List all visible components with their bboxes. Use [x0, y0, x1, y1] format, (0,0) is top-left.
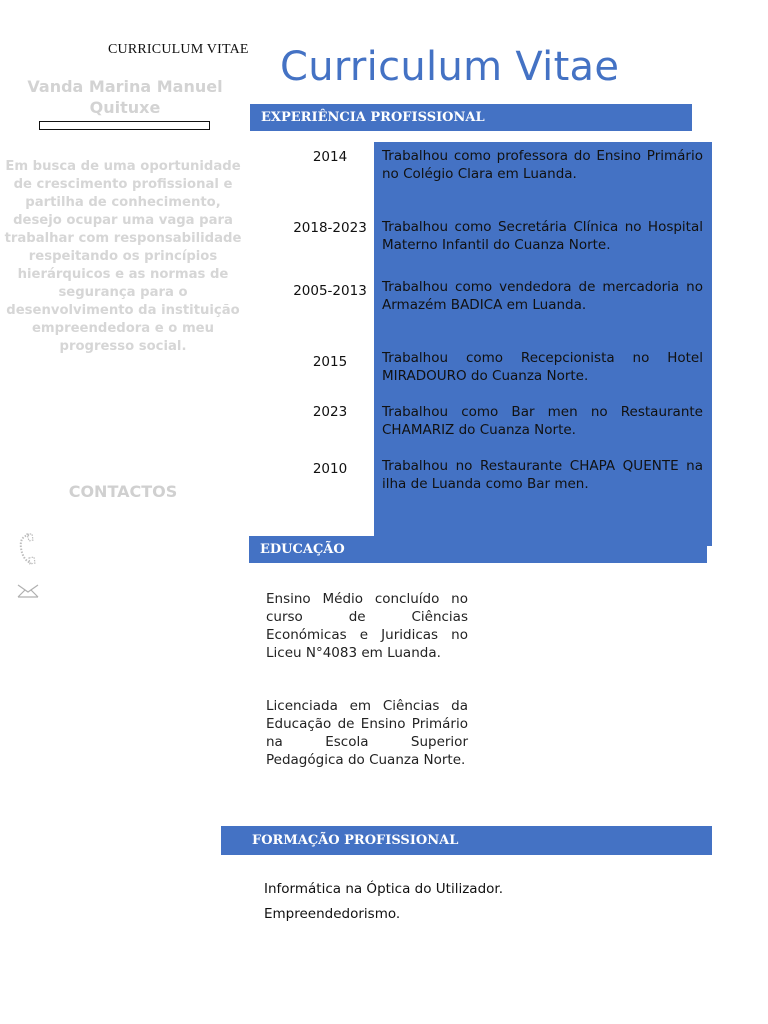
mail-icon — [16, 582, 40, 600]
name-underline-box — [39, 121, 210, 130]
experience-description: Trabalhou como professora do Ensino Primário no Colégio Clara em Luanda. — [382, 148, 703, 182]
page-title: Curriculum Vitae — [280, 44, 620, 90]
education-section-header: EDUCAÇÃO — [249, 536, 707, 563]
experience-section-header: EXPERIÊNCIA PROFISSIONAL — [250, 104, 692, 131]
experience-description: Trabalhou como Bar men no Restaurante CHAMARIZ do Cuanza Norte. — [382, 404, 703, 438]
experience-description: Trabalhou como Secretária Clínica no Hospital Materno Infantil do Cuanza Norte. — [382, 219, 703, 253]
experience-description: Trabalhou como Recepcionista no Hotel MIRADOURO do Cuanza Norte. — [382, 350, 703, 384]
training-item: Informática na Óptica do Utilizador. — [264, 881, 503, 897]
experience-year: 2018-2023 — [293, 220, 367, 236]
header-small-title: CURRICULUM VITAE — [108, 42, 249, 57]
experience-description: Trabalhou no Restaurante CHAPA QUENTE na ilha de Luanda como Bar men. — [382, 458, 703, 492]
experience-description: Trabalhou como vendedora de mercadoria no Armazém BADICA em Luanda. — [382, 279, 703, 313]
experience-year: 2015 — [312, 354, 348, 370]
education-item: Ensino Médio concluído no curso de Ciências Económicas e Juridicas no Liceu N°4083 em Luanda. — [266, 591, 468, 661]
career-objective: Em busca de uma oportunidade de crescimento profissional e partilha de conhecimento, desejo ocupar uma vaga para trabalhar com responsabilidade respeitando os princípios hierárquicos e as normas de segurança para o desenvolvimento da instituição empreendedora e o meu progresso social. — [4, 159, 242, 354]
training-item: Empreendedorismo. — [264, 906, 401, 922]
education-item: Licenciada em Ciências da Educação de Ensino Primário na Escola Superior Pedagógica do Cuanza Norte. — [266, 698, 468, 768]
person-name: Vanda Marina Manuel Quituxe — [27, 77, 223, 117]
training-section-header: FORMAÇÃO PROFISSIONAL — [221, 826, 712, 855]
experience-year: 2010 — [312, 461, 348, 477]
experience-year: 2014 — [312, 149, 348, 165]
experience-year: 2005-2013 — [293, 283, 367, 299]
contacts-heading: CONTACTOS — [68, 482, 178, 501]
phone-icon — [16, 532, 38, 566]
experience-year: 2023 — [312, 404, 348, 420]
